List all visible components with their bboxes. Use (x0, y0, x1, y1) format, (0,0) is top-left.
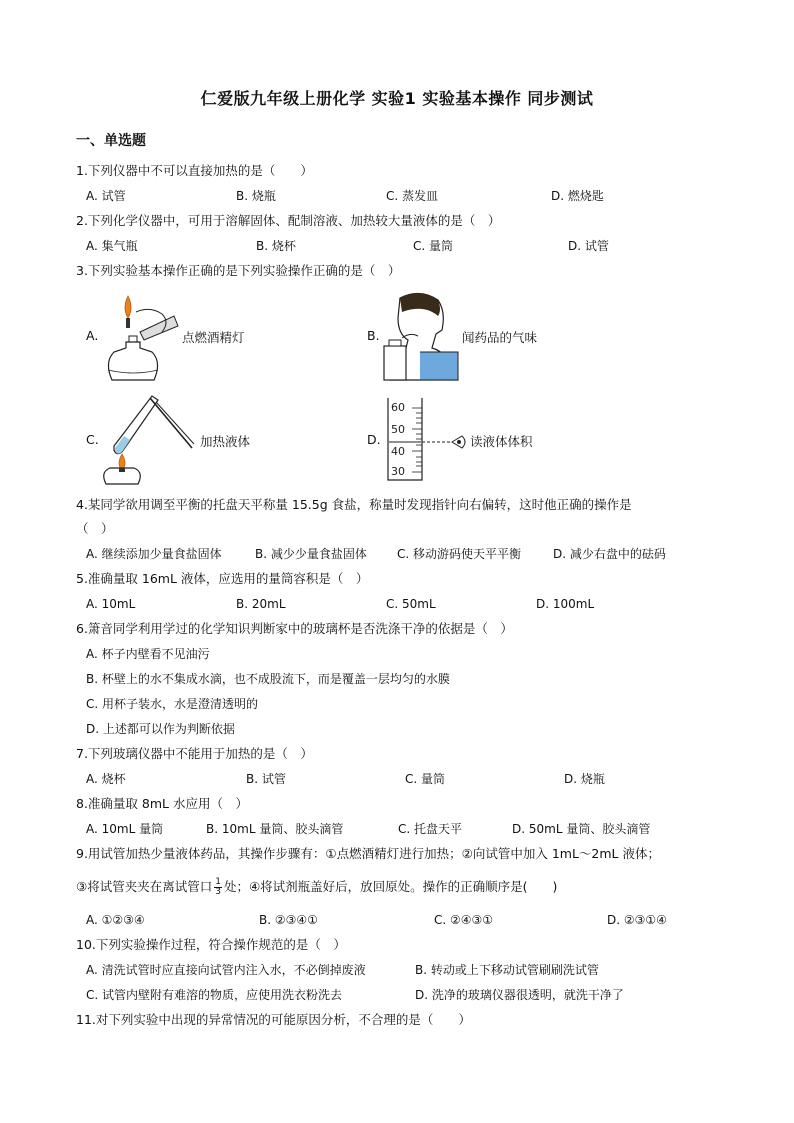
question-8-stem: 8.准确量取 8mL 水应用（ ） (76, 796, 248, 811)
question-8-option-a: A. 10mL 量筒 (86, 822, 164, 836)
question-5-option-a: A. 10mL (86, 597, 136, 611)
question-2-option-d: D. 试管 (568, 239, 609, 253)
question-3-option-a-letter: A. (86, 328, 99, 343)
question-7-option-c: C. 量筒 (405, 772, 446, 786)
question-3-option-c-letter: C. (86, 432, 99, 447)
question-1-option-c: C. 蒸发皿 (386, 189, 439, 203)
question-1-option-a: A. 试管 (86, 189, 126, 203)
question-2-option-b: B. 烧杯 (256, 239, 296, 253)
question-10-option-d: D. 洗净的玻璃仪器很透明，就洗干净了 (415, 988, 624, 1002)
question-2-option-a: A. 集气瓶 (86, 239, 138, 253)
question-9-option-b: B. ②③④① (259, 913, 318, 927)
question-4-option-c: C. 移动游码使天平平衡 (397, 547, 522, 561)
question-11-stem: 11.对下列实验中出现的异常情况的可能原因分析，不合理的是（ ） (76, 1012, 471, 1027)
question-4-option-b: B. 减少少量食盐固体 (255, 547, 367, 561)
question-3-option-a-label: 点燃酒精灯 (182, 330, 245, 345)
question-4-stem-continued: （ ） (76, 521, 114, 536)
cylinder-tick-40: 40 (391, 445, 405, 458)
question-3-stem: 3.下列实验基本操作正确的是下列实验操作正确的是（ ） (76, 263, 401, 278)
question-7-stem: 7.下列玻璃仪器中不能用于加热的是（ ） (76, 746, 313, 761)
question-8-option-d: D. 50mL 量筒、胶头滴管 (512, 822, 651, 836)
question-10-option-b: B. 转动或上下移动试管刷刷洗试管 (415, 963, 599, 977)
heating-liquid-figure (100, 392, 196, 486)
question-4-option-d: D. 减少右盘中的砝码 (553, 547, 666, 561)
question-9-option-d: D. ②③①④ (607, 913, 667, 927)
question-3-option-b-letter: B. (367, 328, 380, 343)
question-6-option-b: B. 杯壁上的水不集成水滴，也不成股流下，而是覆盖一层均匀的水膜 (86, 672, 450, 686)
question-1-option-b: B. 烧瓶 (236, 189, 276, 203)
question-10-option-a: A. 清洗试管时应直接向试管内注入水，不必倒掉废液 (86, 963, 366, 977)
fraction-numerator: 1 (215, 877, 221, 887)
question-6-option-a: A. 杯子内壁看不见油污 (86, 647, 210, 661)
question-2-option-c: C. 量筒 (413, 239, 454, 253)
question-7-option-b: B. 试管 (246, 772, 286, 786)
question-3-option-d-letter: D. (367, 432, 381, 447)
question-6-option-d: D. 上述都可以作为判断依据 (86, 722, 235, 736)
page-title: 仁爱版九年级上册化学 实验1 实验基本操作 同步测试 (200, 89, 594, 108)
question-5-stem: 5.准确量取 16mL 液体，应选用的量筒容积是（ ） (76, 571, 369, 586)
smelling-reagent-figure (380, 290, 460, 382)
question-4-stem: 4.某同学欲用调至平衡的托盘天平称量 15.5g 食盐，称量时发现指针向右偏转，这时他正确的操作是 (76, 497, 632, 512)
question-8-option-b: B. 10mL 量筒、胶头滴管 (206, 822, 344, 836)
question-9-line2-part-b: 处；④将试剂瓶盖好后，放回原处。操作的正确顺序是( ) (223, 879, 558, 894)
question-4-option-a: A. 继续添加少量食盐固体 (86, 547, 222, 561)
cylinder-tick-50: 50 (391, 423, 405, 436)
question-3-option-c-label: 加热液体 (200, 434, 251, 449)
question-10-option-c: C. 试管内壁附有难溶的物质，应使用洗衣粉洗去 (86, 988, 343, 1002)
question-9-line2-part-a: ③将试管夹夹在离试管口 (76, 879, 213, 894)
question-6-option-c: C. 用杯子装水，水是澄清透明的 (86, 697, 259, 711)
question-3-option-b-label: 闻药品的气味 (462, 330, 538, 345)
cylinder-tick-30: 30 (391, 465, 405, 478)
question-1-stem: 1.下列仪器中不可以直接加热的是（ ） (76, 163, 313, 178)
question-5-option-b: B. 20mL (236, 597, 286, 611)
question-5-option-c: C. 50mL (386, 597, 436, 611)
question-6-stem: 6.箫音同学利用学过的化学知识判断家中的玻璃杯是否洗涤干净的依据是（ ） (76, 621, 513, 636)
question-9-option-a: A. ①②③④ (86, 913, 145, 927)
question-1-option-d: D. 燃烧匙 (551, 189, 604, 203)
question-7-option-d: D. 烧瓶 (564, 772, 605, 786)
section-heading: 一、单选题 (76, 133, 146, 149)
question-9-option-c: C. ②④③① (434, 913, 494, 927)
cylinder-tick-60: 60 (391, 401, 405, 414)
question-3-option-d-label: 读液体体积 (470, 434, 533, 449)
question-5-option-d: D. 100mL (536, 597, 595, 611)
question-2-stem: 2.下列化学仪器中，可用于溶解固体、配制溶液、加热较大量液体的是（ ） (76, 213, 501, 228)
question-10-stem: 10.下列实验操作过程，符合操作规范的是（ ） (76, 937, 346, 952)
question-7-option-a: A. 烧杯 (86, 772, 126, 786)
question-8-option-c: C. 托盘天平 (398, 822, 463, 836)
alcohol-lamp-lighting-figure (100, 292, 180, 382)
graduated-cylinder-figure (382, 396, 468, 482)
question-9-stem-line-2 (76, 878, 557, 897)
one-third-fraction (214, 878, 222, 897)
fraction-denominator: 3 (215, 887, 221, 897)
question-9-stem: 9.用试管加热少量液体药品，其操作步骤有：①点燃酒精灯进行加热；②向试管中加入 1mL～2mL 液体； (76, 846, 660, 861)
